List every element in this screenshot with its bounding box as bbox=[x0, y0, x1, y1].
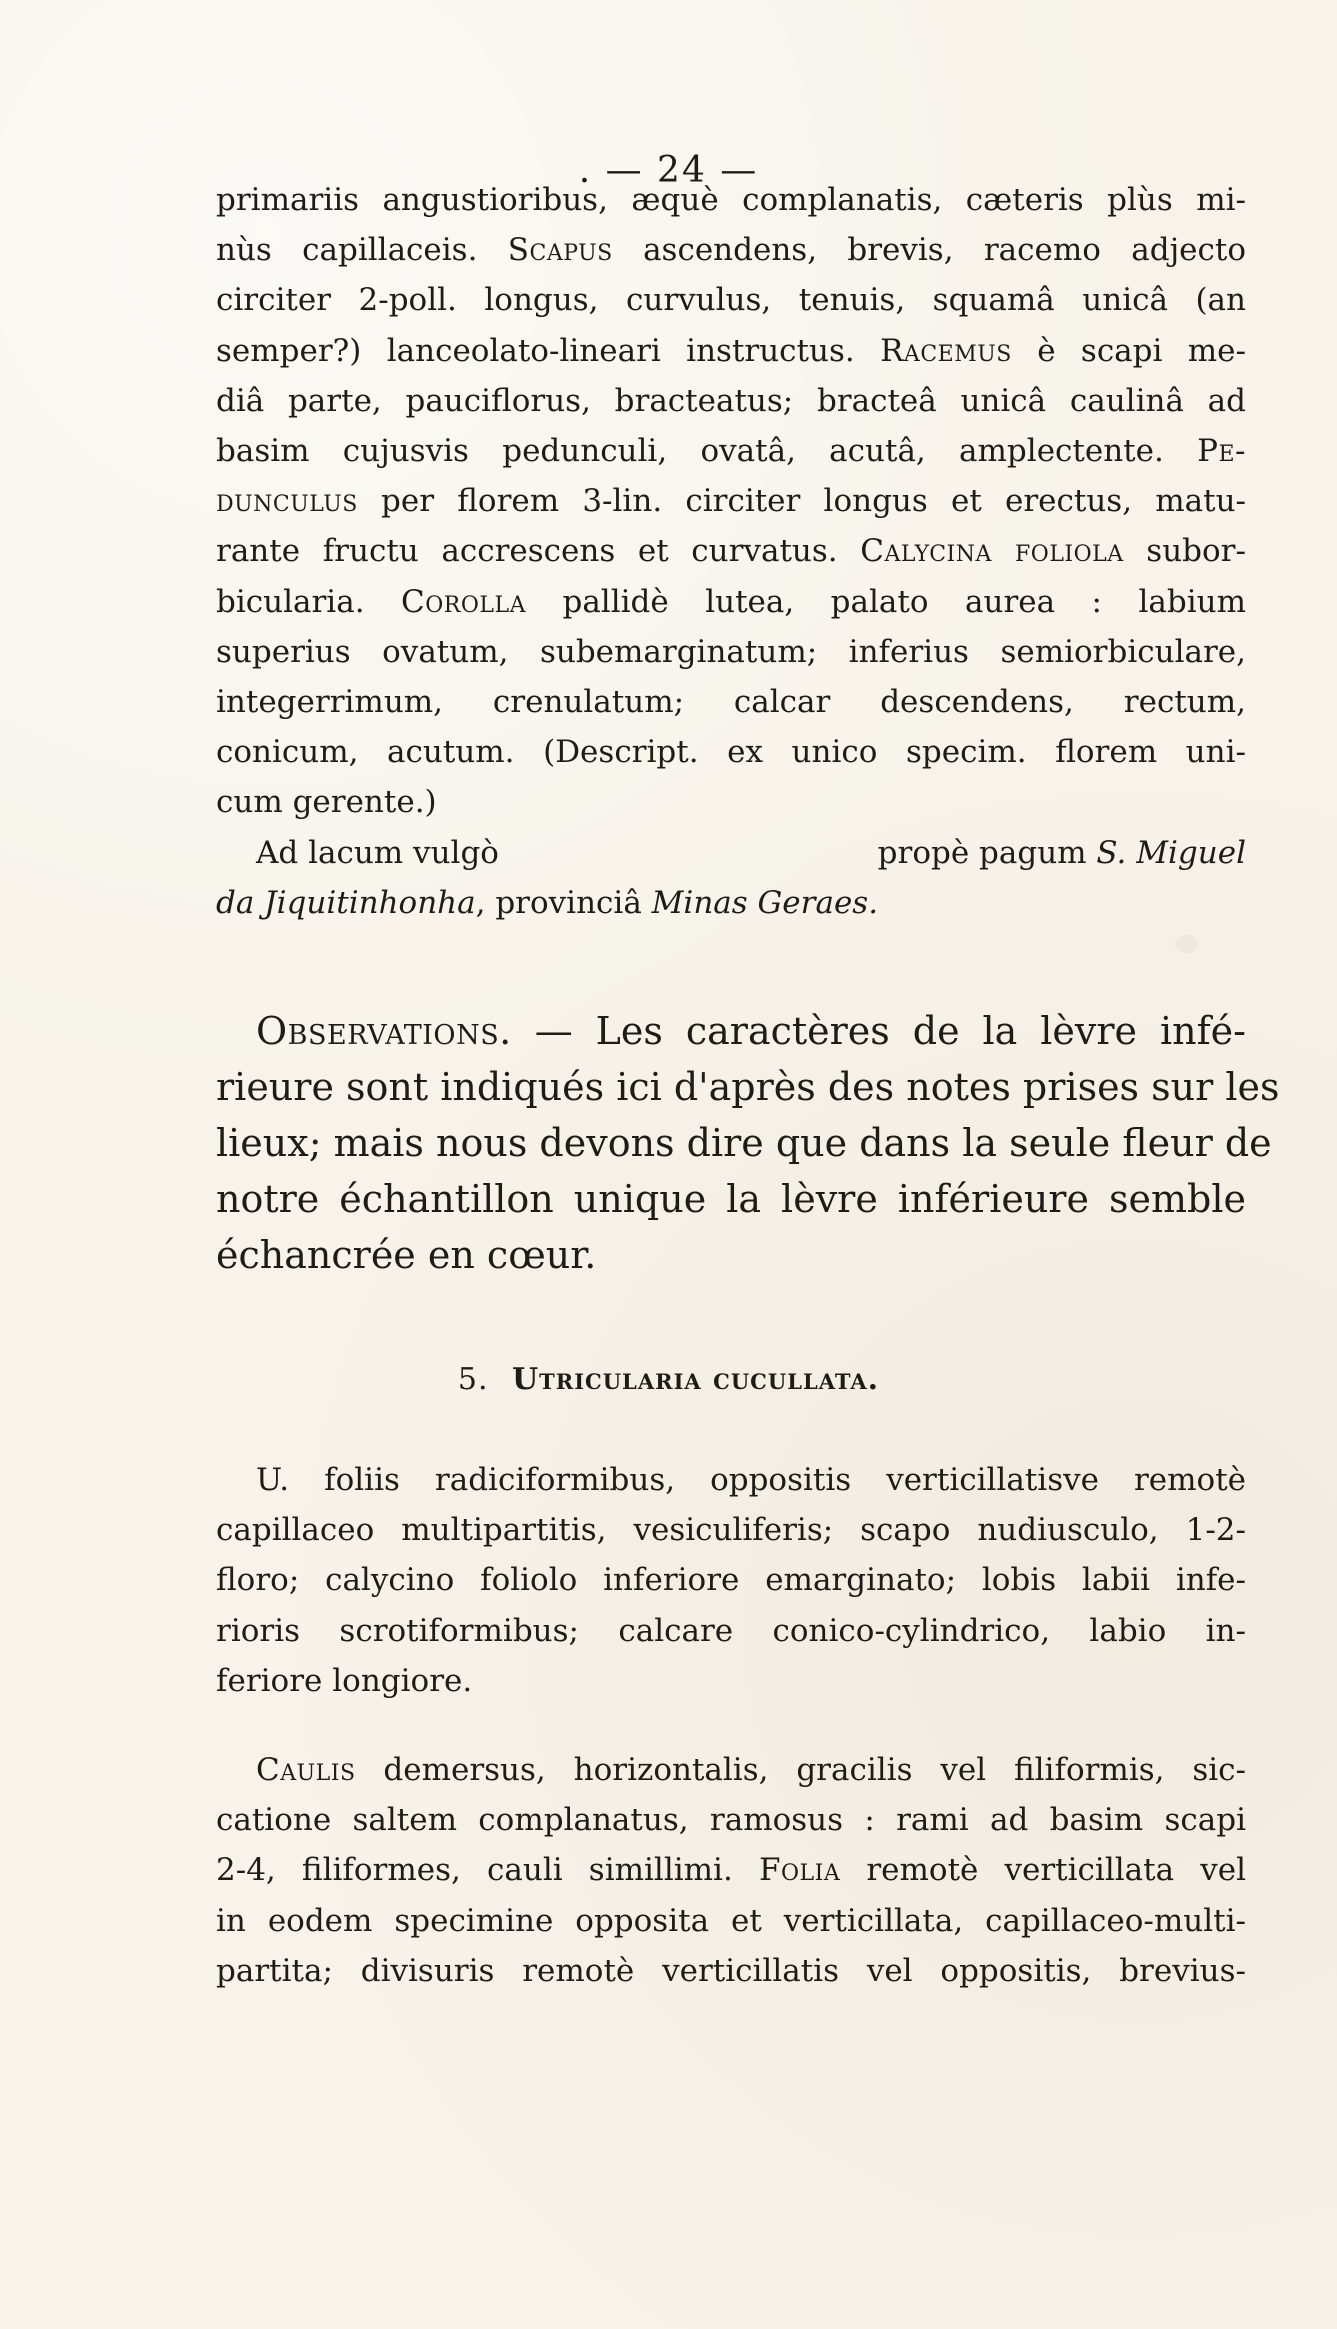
text-line: rante fructu accrescens et curvatus. Calycina foliola subor- bbox=[216, 533, 1246, 570]
observations-label: Observations. bbox=[256, 1009, 512, 1053]
text-line: 2-4, filiformes, cauli simillimi. Folia remotè verticillata vel bbox=[216, 1852, 1246, 1889]
text-line: Observations. — Les caractères de la lèvre infé- bbox=[216, 1003, 1246, 1059]
paper-smudge bbox=[1175, 935, 1199, 953]
text-line: lieux; mais nous devons dire que dans la seule fleur de bbox=[216, 1121, 1272, 1165]
text-line: in eodem specimine opposita et verticillata, capillaceo-multi- bbox=[216, 1902, 1246, 1939]
text-line: semper?) lanceolato-lineari instructus. Racemus è scapi me- bbox=[216, 332, 1246, 369]
text-line: notre échantillon unique la lèvre inférieure semble bbox=[216, 1177, 1246, 1221]
text-line: basim cujusvis pedunculi, ovatâ, acutâ, amplectente. Pe- bbox=[216, 433, 1246, 470]
text-line: nùs capillaceis. Scapus ascendens, brevis, racemo adjecto bbox=[216, 232, 1247, 269]
text-line: dunculus per florem 3-lin. circiter longus et erectus, matu- bbox=[216, 483, 1247, 520]
locality-line: Ad lacum vulgò propè pagum S. Miguel bbox=[256, 834, 1246, 871]
text-line: integerrimum, crenulatum; calcar descendens, rectum, bbox=[216, 684, 1246, 721]
text-line: Caulis demersus, horizontalis, gracilis vel filiformis, sic- bbox=[256, 1752, 1247, 1788]
text-line: floro; calycino foliolo inferiore emarginato; lobis labii infe- bbox=[216, 1562, 1246, 1599]
observations-paragraph bbox=[216, 1003, 1280, 1283]
text-line: superius ovatum, subemarginatum; inferius semiorbiculare, bbox=[216, 633, 1246, 670]
description-paragraph bbox=[216, 1745, 1246, 1996]
species-heading bbox=[0, 1362, 1337, 1397]
text-line: bicularia. Corolla pallidè lutea, palato aurea : labium bbox=[216, 583, 1246, 620]
text-line: rieure sont indiqués ici d'après des notes prises sur les bbox=[216, 1065, 1280, 1109]
text-line: capillaceo multipartitis, vesiculiferis; scapo nudiusculo, 1-2- bbox=[216, 1512, 1246, 1549]
text-line: rioris scrotiformibus; calcare conico-cylindrico, labio in- bbox=[216, 1612, 1246, 1649]
species-number: 5. bbox=[457, 1362, 489, 1397]
text-line: partita; divisuris remotè verticillatis vel oppositis, brevius- bbox=[216, 1952, 1246, 1989]
text-line: primariis angustioribus, æquè complanatis, cæteris plùs mi- bbox=[216, 182, 1246, 218]
text-line: diâ parte, pauciflorus, bracteatus; bracteâ unicâ caulinâ ad bbox=[216, 382, 1246, 419]
page-number: . — 24 — bbox=[578, 150, 759, 191]
diagnosis-paragraph bbox=[216, 1455, 1246, 1706]
text-line: échancrée en cœur. bbox=[216, 1233, 597, 1277]
text-line: conicum, acutum. (Descript. ex unico specim. florem uni- bbox=[216, 734, 1246, 771]
text-line: circiter 2-poll. longus, curvulus, tenuis, squamâ unicâ (an bbox=[216, 282, 1246, 319]
text-line: feriore longiore. bbox=[216, 1662, 473, 1699]
text-line: catione saltem complanatus, ramosus : rami ad basim scapi bbox=[216, 1802, 1246, 1839]
species-name: Utricularia cucullata. bbox=[511, 1362, 880, 1397]
text-line: U. foliis radiciformibus, oppositis verticillatisve remotè bbox=[256, 1462, 1246, 1498]
text-line: cum gerente.) bbox=[216, 784, 437, 821]
paragraph-latin-description bbox=[216, 175, 1246, 928]
locality-line: da Jiquitinhonha, provinciâ Minas Geraes. bbox=[216, 884, 879, 921]
